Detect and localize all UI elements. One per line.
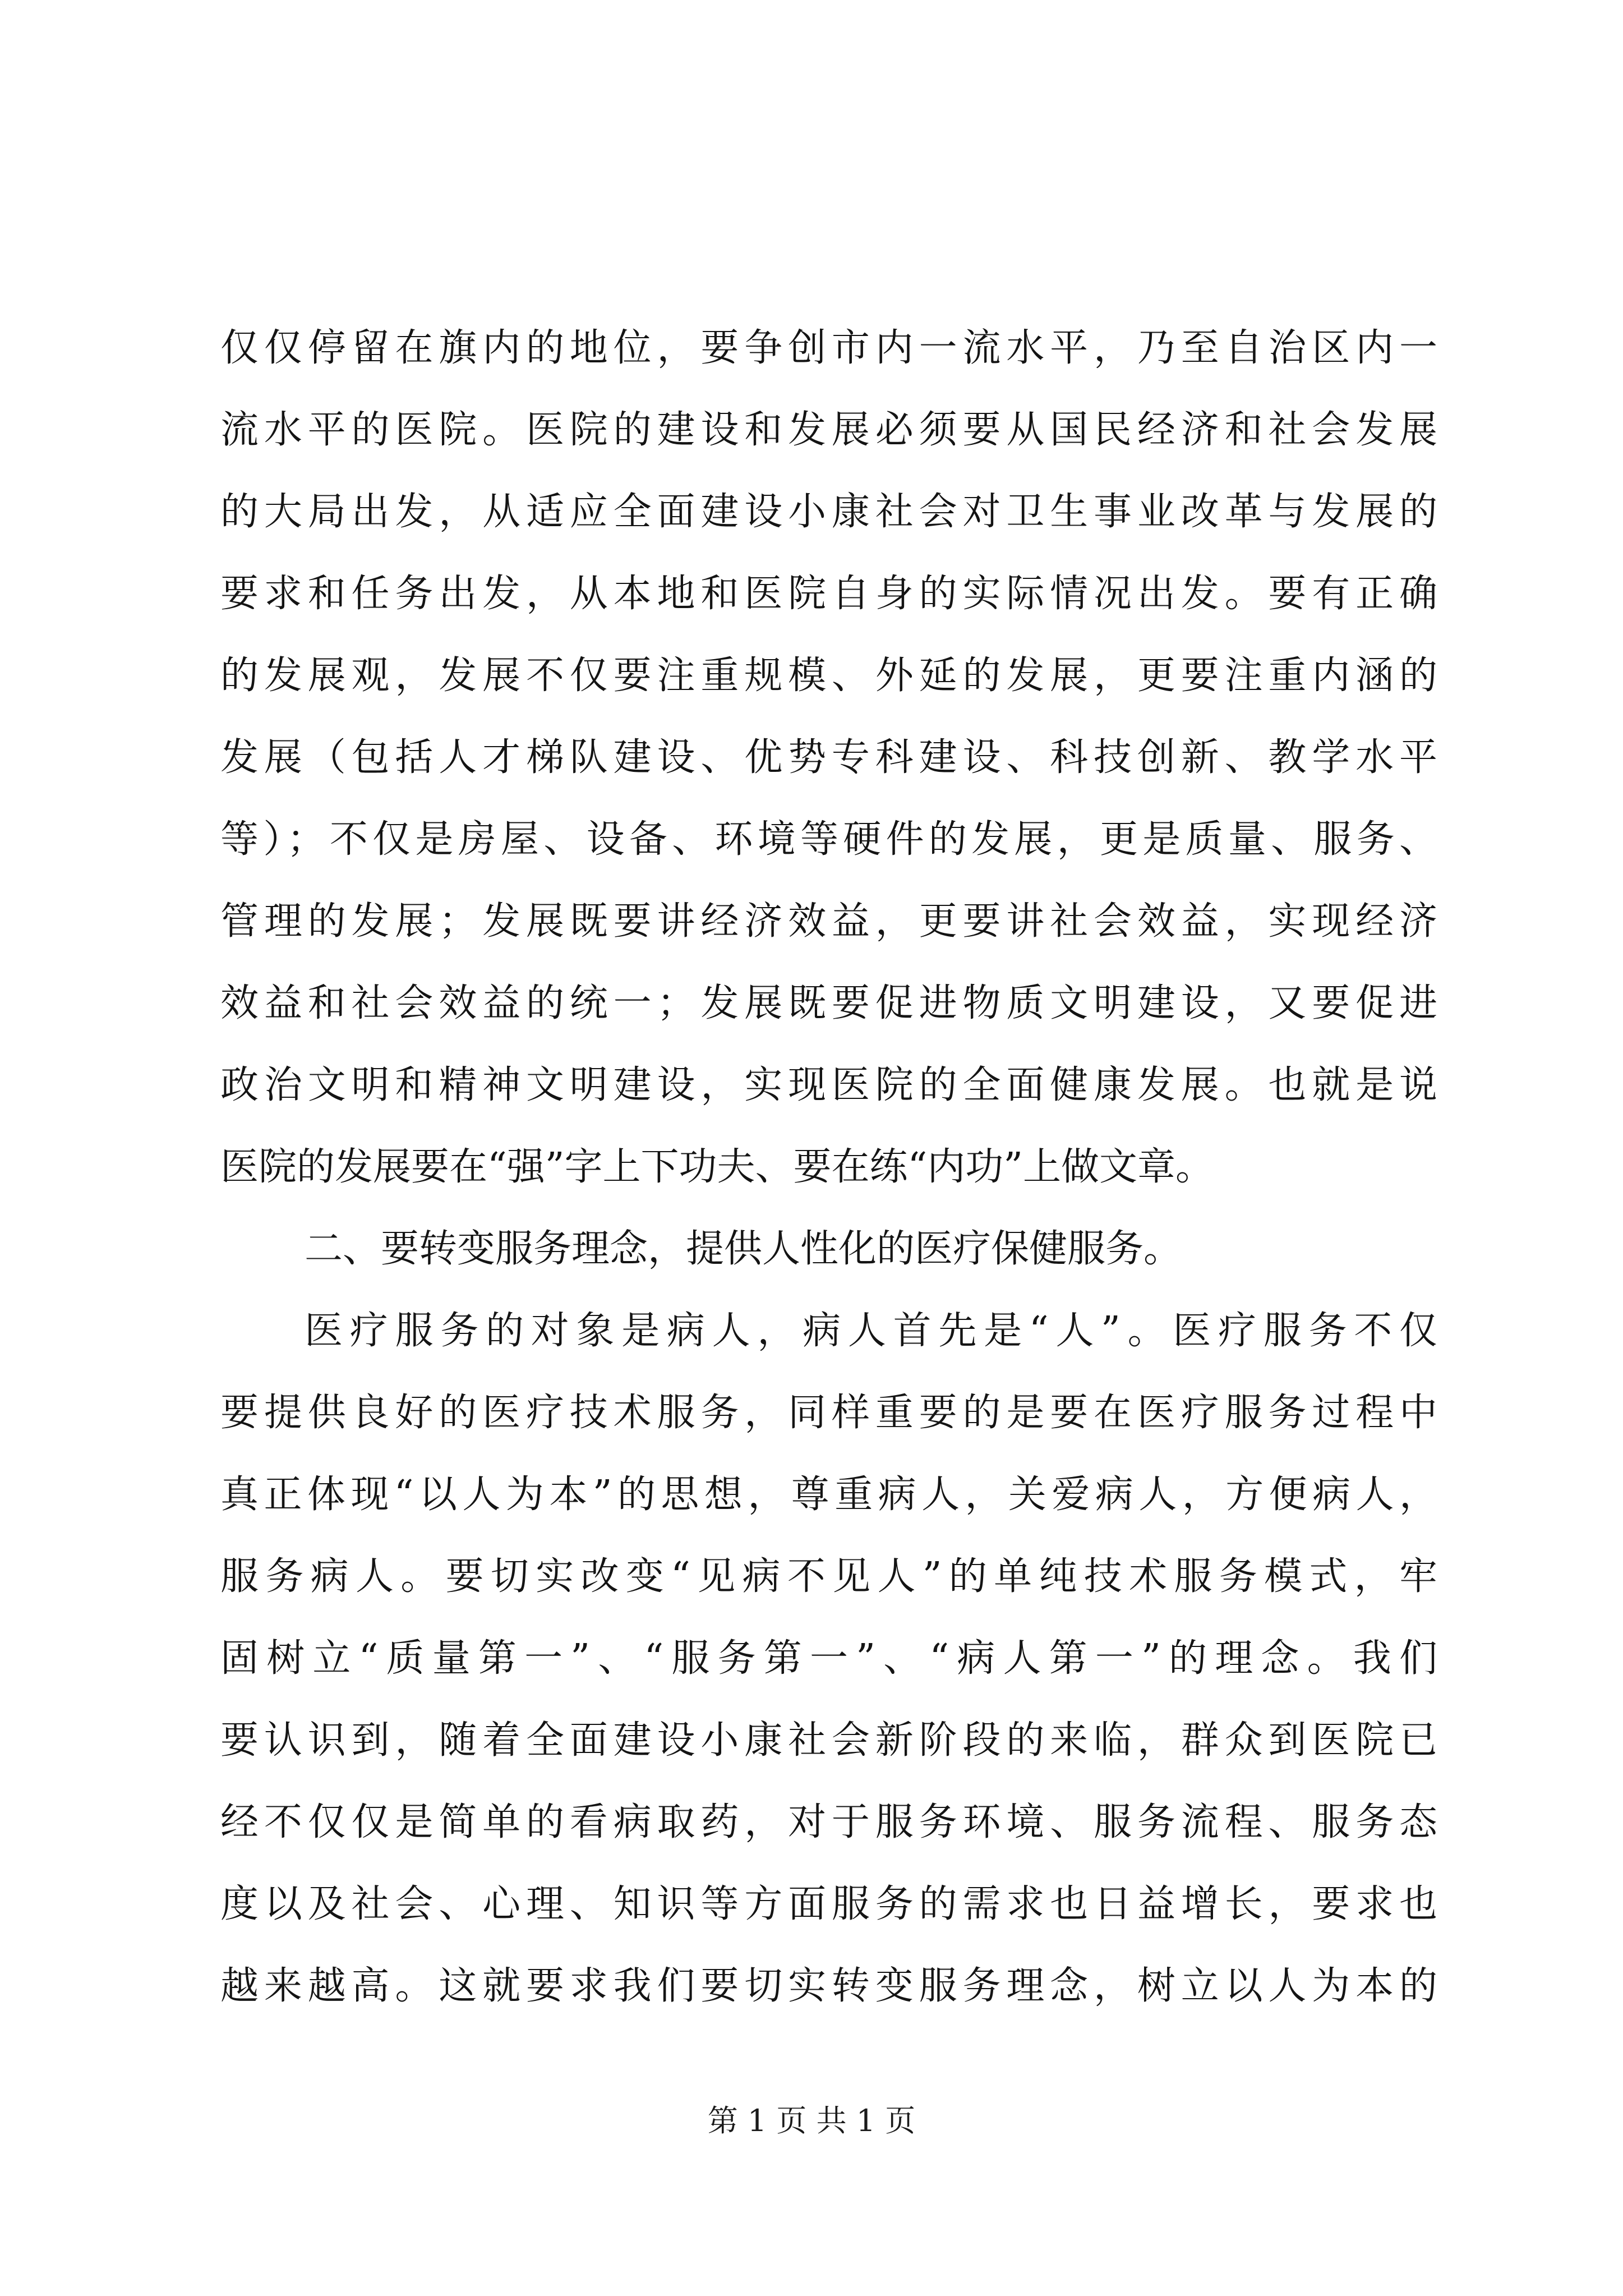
text-line: 真正体现“以人为本”的思想，尊重病人，关爱病人，方便病人， (220, 1473, 1437, 1517)
text-line: 医疗服务的对象是病人，病人首先是“人”。医疗服务不仅 (305, 1309, 1437, 1353)
text-line: 经不仅仅是简单的看病取药，对于服务环境、服务流程、服务态 (220, 1800, 1437, 1844)
text-line: 效益和社会效益的统一；发展既要促进物质文明建设，又要促进 (220, 981, 1437, 1025)
text-line: 医院的发展要在“强”字上下功夫、要在练“内功”上做文章。 (220, 1145, 1214, 1189)
text-line: 流水平的医院。医院的建设和发展必须要从国民经济和社会发展 (220, 408, 1437, 452)
text-line: 的大局出发，从适应全面建设小康社会对卫生事业改革与发展的 (220, 490, 1437, 534)
page-number-label: 第 1 页 共 1 页 (707, 2103, 916, 2138)
text-line: 政治文明和精神文明建设，实现医院的全面健康发展。也就是说 (220, 1063, 1437, 1107)
section-heading: 二、要转变服务理念，提供人性化的医疗保健服务。 (305, 1227, 1182, 1271)
text-line: 的发展观，发展不仅要注重规模、外延的发展，更要注重内涵的 (220, 654, 1437, 698)
text-line: 要提供良好的医疗技术服务，同样重要的是要在医疗服务过程中 (220, 1391, 1437, 1435)
text-line: 要求和任务出发，从本地和医院自身的实际情况出发。要有正确 (220, 572, 1437, 616)
text-line: 仅仅停留在旗内的地位，要争创市内一流水平，乃至自治区内一 (220, 326, 1437, 370)
text-line: 要认识到，随着全面建设小康社会新阶段的来临，群众到医院已 (220, 1718, 1437, 1763)
text-line: 发展（包括人才梯队建设、优势专科建设、科技创新、教学水平 (220, 735, 1437, 780)
text-line: 固树立“质量第一”、“服务第一”、“病人第一”的理念。我们 (220, 1636, 1437, 1681)
text-line: 管理的发展；发展既要讲经济效益，更要讲社会效益，实现经济 (220, 899, 1437, 944)
document-body (220, 307, 1437, 2027)
page-footer (0, 2101, 1623, 2141)
text-line: 越来越高。这就要求我们要切实转变服务理念，树立以人为本的 (220, 1964, 1437, 2008)
text-line: 等）；不仅是房屋、设备、环境等硬件的发展，更是质量、服务、 (220, 817, 1437, 862)
text-line: 服务病人。要切实改变“见病不见人”的单纯技术服务模式，牢 (220, 1554, 1437, 1599)
text-line: 度以及社会、心理、知识等方面服务的需求也日益增长，要求也 (220, 1882, 1437, 1926)
